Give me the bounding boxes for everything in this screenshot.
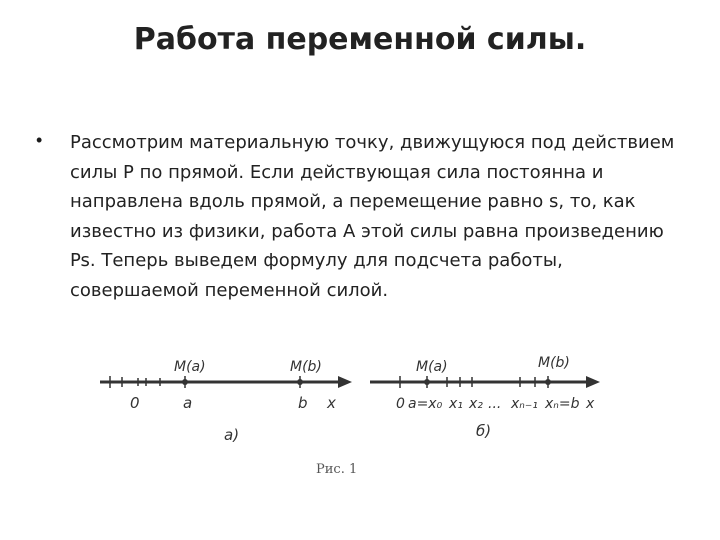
bullet-marker: • [36, 130, 43, 150]
point-mb [297, 379, 303, 385]
label-ma: M(a) [174, 359, 206, 375]
label-xn-1: xₙ₋₁ [511, 396, 538, 412]
figure-caption: Рис. 1 [316, 462, 358, 477]
diagram-a [100, 376, 352, 388]
slide-title: Работа переменной силы. [133, 22, 587, 57]
label-dots: ... [488, 396, 502, 412]
label-b: b [298, 394, 308, 412]
arrowhead-b [586, 376, 600, 388]
point-mb-b [545, 379, 551, 385]
label-a-x0: a=x₀ [408, 396, 443, 412]
label-zero: 0 [130, 394, 140, 412]
label-mb-b: M(b) [538, 355, 570, 371]
diagram-b [370, 376, 600, 388]
bullet-item [36, 128, 676, 305]
label-x2: x₂ [469, 396, 483, 412]
point-ma-b [424, 379, 430, 385]
label-a: a [183, 394, 193, 412]
label-xn-b: xₙ=b [545, 396, 580, 412]
label-x: x [327, 394, 336, 412]
label-mb: M(b) [290, 359, 322, 375]
bullet-paragraph: Рассмотрим материальную точку, движущуюся под действием силы P по прямой. Если действующая сила постоянна и направлена вдоль прямой, а перемещение равно s, то, как известно из физики, работа A этой силы равна произведению Ps. Теперь выведем формулу для подсчета работы, совершаемой переменной силой. [70, 132, 675, 301]
label-zero-b: 0 [396, 396, 405, 412]
figure-number-lines [100, 345, 620, 495]
arrowhead-a [338, 376, 352, 388]
label-x-b: x [586, 396, 595, 412]
label-ma-b: M(a) [416, 359, 448, 375]
label-x1: x₁ [449, 396, 463, 412]
sub-caption-a: а) [224, 426, 240, 444]
point-ma [182, 379, 188, 385]
sub-caption-b: б) [476, 422, 492, 440]
